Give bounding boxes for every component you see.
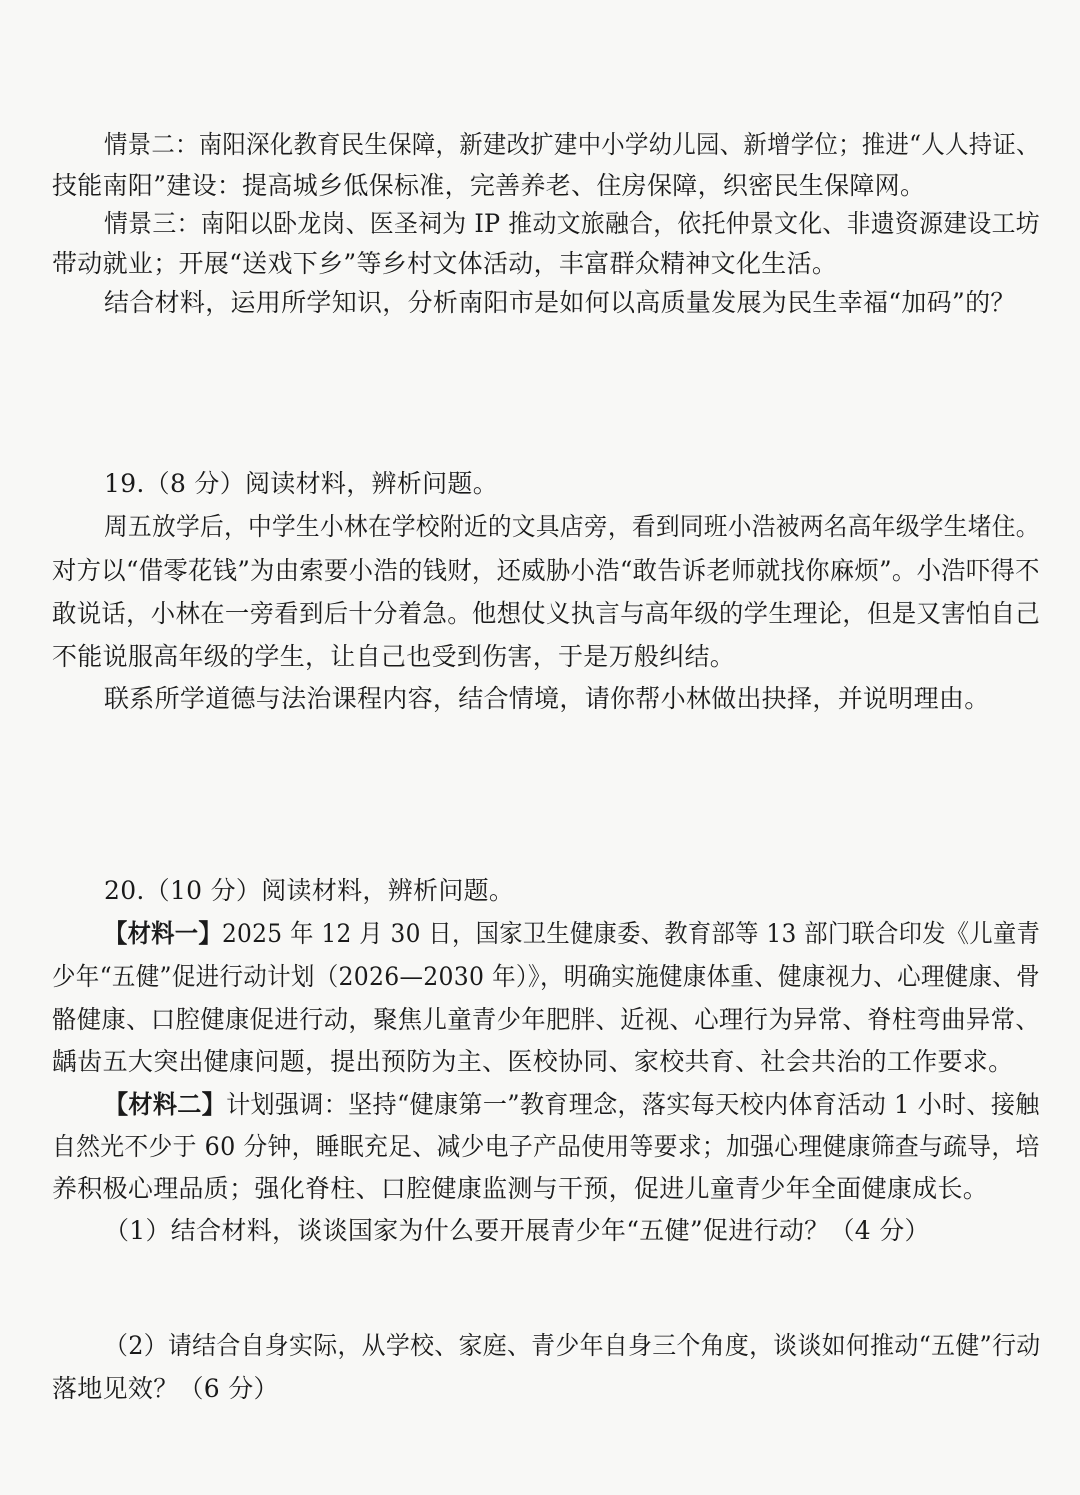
q20-header: 20.（10 分）阅读材料，辨析问题。 bbox=[104, 876, 515, 905]
q20-material1-line-1 bbox=[104, 917, 1040, 951]
q20-material2-line-3: 养积极心理品质；强化脊柱、口腔健康监测与干预，促进儿童青少年全面健康成长。 bbox=[52, 1174, 989, 1203]
material1-text-1: 2025 年 12 月 30 日，国家卫生健康委、教育部等 13 部门联合印发《儿童青 bbox=[221, 919, 1041, 948]
q18-prompt: 结合材料，运用所学知识，分析南阳市是如何以高质量发展为民生幸福“加码”的？ bbox=[104, 288, 1016, 317]
q19-line-4: 不能说服高年级的学生，让自己也受到伤害，于是万般纠结。 bbox=[52, 642, 736, 671]
scene3-line-2: 带动就业；开展“送戏下乡”等乡村文体活动，丰富群众精神文化生活。 bbox=[52, 249, 838, 278]
scene2-line-1: 情景二：南阳深化教育民生保障，新建改扩建中小学幼儿园、新增学位；推进“人人持证、 bbox=[104, 130, 1040, 159]
q19-line-2: 对方以“借零花钱”为由索要小浩的钱财，还威胁小浩“敢告诉老师就找你麻烦”。小浩吓得不 bbox=[52, 556, 1040, 585]
q19-prompt: 联系所学道德与法治课程内容，结合情境，请你帮小林做出抉择，并说明理由。 bbox=[104, 684, 990, 713]
q20-material2-line-2: 自然光不少于 60 分钟，睡眠充足、减少电子产品使用等要求；加强心理健康筛查与疏导，培 bbox=[52, 1132, 1040, 1161]
scene2-line-2: 技能南阳”建设：提高城乡低保标准，完善养老、住房保障，织密民生保障网。 bbox=[52, 171, 926, 200]
q20-material2-line-1 bbox=[104, 1088, 1040, 1122]
material1-label: 【材料一】 bbox=[104, 919, 222, 948]
q20-material1-line-4: 龋齿五大突出健康问题，提出预防为主、医校协同、家校共育、社会共治的工作要求。 bbox=[52, 1047, 1014, 1076]
q20-sub2-line-2: 落地见效？（6 分） bbox=[52, 1374, 279, 1403]
material2-text-1: 计划强调：坚持“健康第一”教育理念，落实每天校内体育活动 1 小时、接触 bbox=[226, 1090, 1040, 1119]
scene3-line-1: 情景三：南阳以卧龙岗、医圣祠为 IP 推动文旅融合，依托仲景文化、非遗资源建设工坊 bbox=[104, 209, 1040, 238]
q20-material1-line-2: 少年“五健”促进行动计划（2026—2030 年）》，明确实施健康体重、健康视力、心理健康、骨 bbox=[52, 962, 1040, 991]
material2-label: 【材料二】 bbox=[104, 1090, 227, 1119]
q20-sub2-line-1: （2）请结合自身实际，从学校、家庭、青少年自身三个角度，谈谈如何推动“五健”行动 bbox=[104, 1331, 1041, 1360]
q19-line-3: 敢说话，小林在一旁看到后十分着急。他想仗义执言与高年级的学生理论，但是又害怕自己 bbox=[52, 599, 1041, 628]
q19-header: 19.（8 分）阅读材料，辨析问题。 bbox=[104, 469, 499, 498]
q19-line-1: 周五放学后，中学生小林在学校附近的文具店旁，看到同班小浩被两名高年级学生堵住。 bbox=[104, 512, 1040, 541]
q20-sub1: （1）结合材料，谈谈国家为什么要开展青少年“五健”促进行动？（4 分） bbox=[104, 1216, 930, 1245]
q20-material1-line-3: 骼健康、口腔健康促进行动，聚焦儿童青少年肥胖、近视、心理行为异常、脊柱弯曲异常、 bbox=[52, 1005, 1041, 1034]
